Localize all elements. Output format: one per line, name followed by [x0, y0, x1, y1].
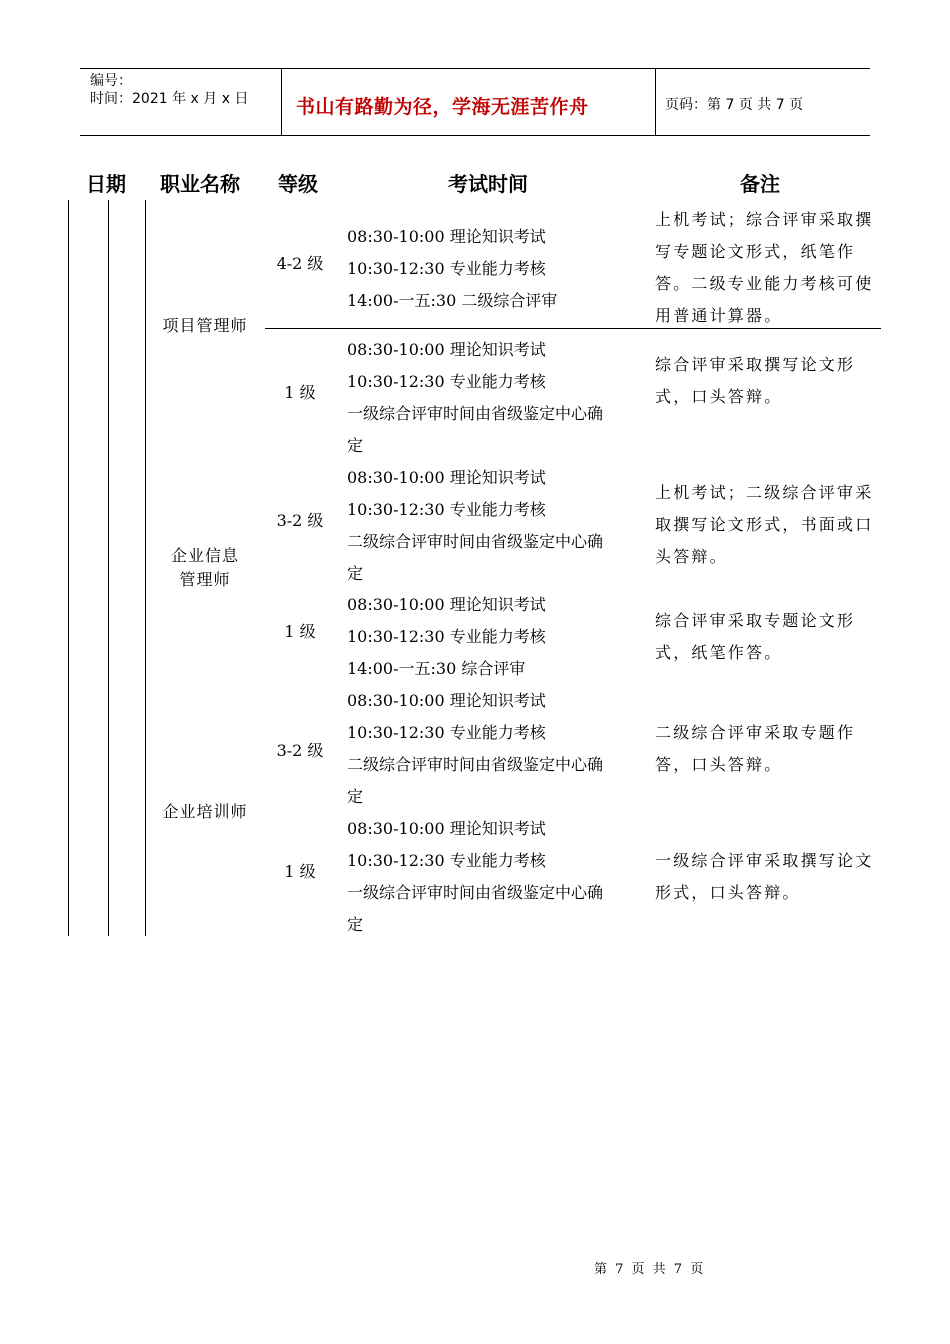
header-bottom-border — [80, 135, 870, 136]
header-page-label: 页码：第 7 页 共 7 页 — [665, 97, 804, 113]
remark-cell: 一级综合评审采取撰写论文形式，口头答辩。 — [655, 851, 874, 902]
col-header-exam-time: 考试时间 — [448, 172, 528, 196]
remark-cell: 二级综合评审采取专题作答，口头答辩。 — [655, 723, 856, 774]
serial-label: 编号： — [90, 73, 132, 89]
occupation-enterprise-info-manager — [150, 544, 260, 592]
time-line: 定 — [347, 436, 364, 455]
time-line: 一级综合评审时间由省级鉴定中心确 — [347, 883, 604, 902]
header-divider-2 — [655, 68, 656, 136]
time-line: 08:30-10:00 理论知识考试 — [347, 819, 546, 838]
col-header-remarks: 备注 — [740, 172, 780, 196]
date-label: 时间：2021 年 x 月 x 日 — [90, 91, 249, 107]
level-cell: 4-2 级 — [276, 254, 324, 273]
level-cell: 1 级 — [284, 622, 316, 641]
remark-cell: 上机考试；二级综合评审采取撰写论文形式，书面或口头答辩。 — [655, 483, 874, 566]
page-footer: 第 7 页 共 7 页 — [594, 1262, 706, 1277]
time-line: 14:00-一五:30 综合评审 — [347, 659, 526, 678]
time-line: 定 — [347, 564, 364, 583]
level-cell: 1 级 — [284, 862, 316, 881]
time-line: 定 — [347, 915, 364, 934]
header-top-border — [80, 68, 870, 69]
header-divider-1 — [281, 68, 282, 136]
level-cell: 3-2 级 — [276, 511, 324, 530]
table-left-border — [68, 200, 69, 936]
occupation-line: 管理师 — [179, 570, 231, 589]
time-line: 08:30-10:00 理论知识考试 — [347, 691, 546, 710]
time-line: 一级综合评审时间由省级鉴定中心确 — [347, 404, 604, 423]
time-line: 10:30-12:30 专业能力考核 — [347, 627, 546, 646]
occupation-enterprise-trainer: 企业培训师 — [162, 802, 248, 821]
occupation-line: 企业信息 — [170, 546, 239, 565]
col-header-occupation: 职业名称 — [160, 172, 240, 196]
motto: 书山有路勤为径，学海无涯苦作舟 — [296, 96, 589, 118]
time-line: 14:00-一五:30 二级综合评审 — [347, 291, 558, 310]
time-line: 10:30-12:30 专业能力考核 — [347, 259, 546, 278]
level-cell: 1 级 — [284, 383, 316, 402]
table-date-divider — [108, 200, 109, 936]
time-line: 08:30-10:00 理论知识考试 — [347, 227, 546, 246]
col-header-date: 日期 — [86, 172, 126, 196]
level-cell: 3-2 级 — [276, 741, 324, 760]
remark-cell: 综合评审采取撰写论文形式，口头答辩。 — [655, 355, 856, 406]
time-line: 10:30-12:30 专业能力考核 — [347, 723, 546, 742]
time-line: 08:30-10:00 理论知识考试 — [347, 468, 546, 487]
time-line: 08:30-10:00 理论知识考试 — [347, 595, 546, 614]
remark-cell: 综合评审采取专题论文形式，纸笔作答。 — [655, 611, 856, 662]
time-line: 二级综合评审时间由省级鉴定中心确 — [347, 755, 604, 774]
time-line: 二级综合评审时间由省级鉴定中心确 — [347, 532, 604, 551]
time-line: 10:30-12:30 专业能力考核 — [347, 500, 546, 519]
time-line: 10:30-12:30 专业能力考核 — [347, 372, 546, 391]
remark-cell: 上机考试；综合评审采取撰写专题论文形式，纸笔作答。二级专业能力考核可使用普通计算器。 — [655, 210, 874, 325]
time-line: 08:30-10:00 理论知识考试 — [347, 340, 546, 359]
time-line: 10:30-12:30 专业能力考核 — [347, 851, 546, 870]
table-occupation-left-divider — [145, 200, 146, 936]
occupation-project-manager: 项目管理师 — [162, 316, 248, 335]
col-header-level: 等级 — [278, 172, 318, 196]
time-line: 定 — [347, 787, 364, 806]
